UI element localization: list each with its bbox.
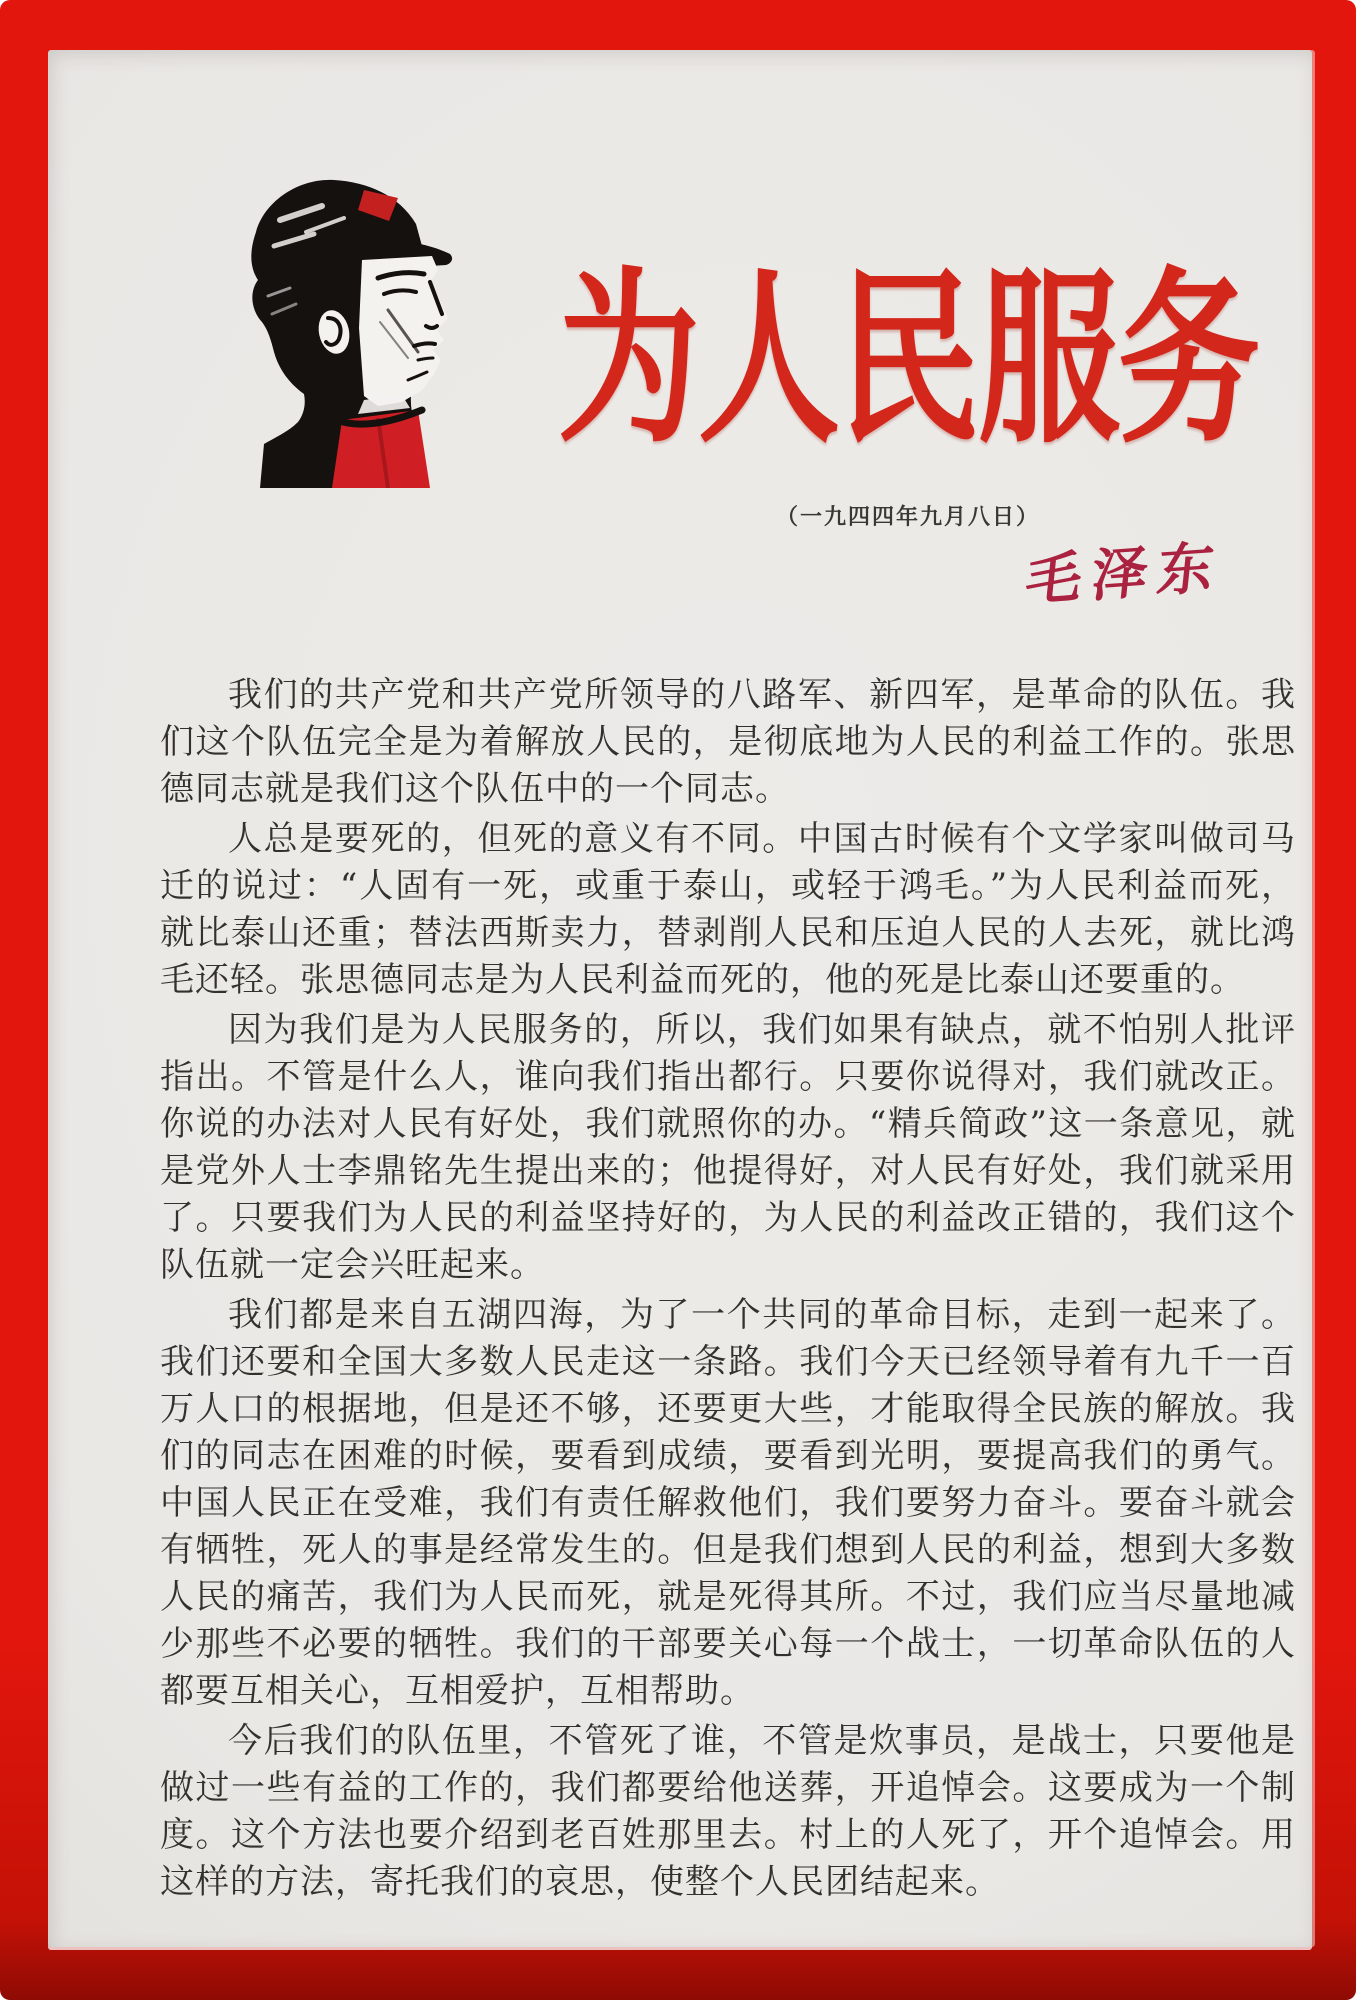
date-line: （一九四四年九月八日）: [775, 505, 1040, 530]
signature: 毛泽东: [1022, 533, 1227, 615]
speech-body: [160, 672, 1296, 1909]
body-paragraph: 今后我们的队伍里，不管死了谁，不管是炊事员，是战士，只要他是做过一些有益的工作的，我们都要给他送葬，开追悼会。这要成为一个制度。这个方法也要介绍到老百姓那里去。村上的人死了，开个追悼会。用这样的方法，寄托我们的哀思，使整个人民团结起来。: [160, 1721, 1296, 1902]
body-paragraph: 我们都是来自五湖四海，为了一个共同的革命目标，走到一起来了。我们还要和全国大多数人民走这一条路。我们今天已经领导着有九千一百万人口的根据地，但是还不够，还要更大些，才能取得全民族的解放。我们的同志在困难的时候，要看到成绩，要看到光明，要提高我们的勇气。中国人民正在受难，我们有责任解救他们，我们要努力奋斗。要奋斗就会有牺牲，死人的事是经常发生的。但是我们想到人民的利益，想到大多数人民的痛苦，我们为人民而死，就是死得其所。不过，我们应当尽量地减少那些不必要的牺牲。我们的干部要关心每一个战士，一切革命队伍的人都要互相关心，互相爱护，互相帮助。: [160, 1295, 1296, 1711]
mao-portrait-icon: [216, 168, 466, 488]
poster-title: 为人民服务: [558, 250, 1258, 470]
body-paragraph: 我们的共产党和共产党所领导的八路军、新四军，是革命的队伍。我们这个队伍完全是为着解放人民的，是彻底地为人民的利益工作的。张思德同志就是我们这个队伍中的一个同志。: [160, 675, 1296, 809]
poster-paper: [48, 50, 1312, 1947]
body-paragraph: 人总是要死的，但死的意义有不同。中国古时候有个文学家叫做司马迁的说过：“人固有一死，或重于泰山，或轻于鸿毛。”为人民利益而死，就比泰山还重；替法西斯卖力，替剥削人民和压迫人民的人去死，就比鸿毛还轻。张思德同志是为人民利益而死的，他的死是比泰山还要重的。: [160, 819, 1296, 1000]
body-paragraph: 因为我们是为人民服务的，所以，我们如果有缺点，就不怕别人批评指出。不管是什么人，谁向我们指出都行。只要你说得对，我们就改正。你说的办法对人民有好处，我们就照你的办。“精兵简政”这一条意见，就是党外人士李鼎铭先生提出来的；他提得好，对人民有好处，我们就采用了。只要我们为人民的利益坚持好的，为人民的利益改正错的，我们这个队伍就一定会兴旺起来。: [160, 1010, 1296, 1285]
